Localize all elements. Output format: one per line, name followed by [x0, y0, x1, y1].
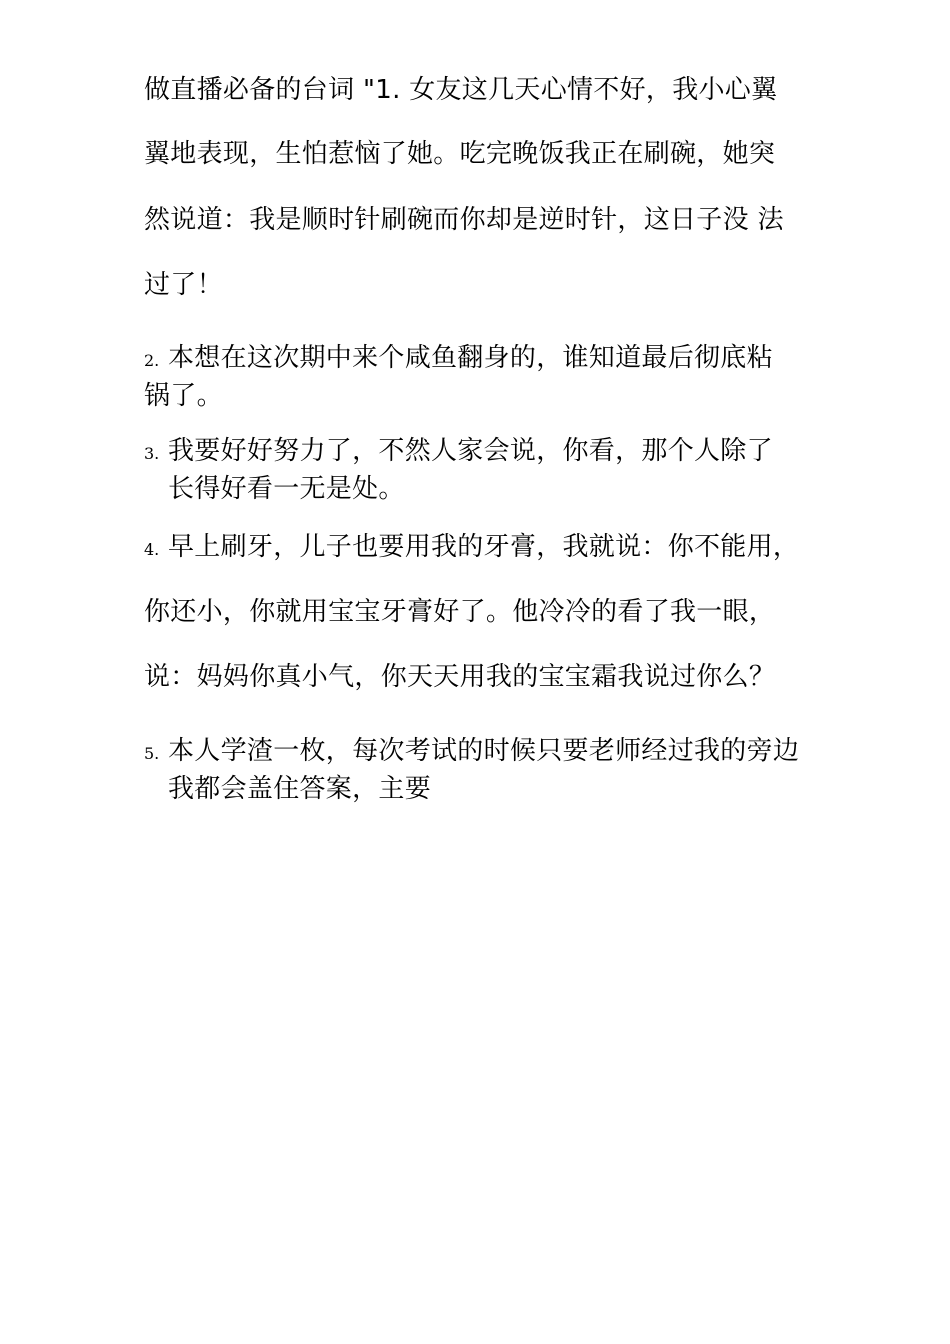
text-line: 做直播必备的台词 "1. 女友这几天心情不好，我小心翼 — [144, 75, 778, 105]
text-line: 长得好看一无是处。 — [168, 474, 405, 504]
text-line: 锅了。 — [144, 381, 223, 411]
list-number: 2. — [144, 351, 160, 370]
text-line: 说：妈妈你真小气，你天天用我的宝宝霜我说过你么？ — [144, 662, 776, 692]
text-line: 本人学渣一枚，每次考试的时候只要老师经过我的旁边 — [168, 736, 800, 766]
text-line: 过了！ — [144, 270, 223, 300]
text-line: 本想在这次期中来个咸鱼翻身的，谁知道最后彻底粘 — [168, 343, 773, 373]
text-line: 我要好好努力了，不然人家会说，你看，那个人除了 — [168, 436, 773, 466]
text-line: 然说道：我是顺时针刷碗而你却是逆时针，这日子没 法 — [144, 205, 784, 235]
list-number: 4. — [144, 540, 160, 559]
text-line: 翼地表现，生怕惹恼了她。吃完晚饭我正在刷碗，她突 — [144, 139, 776, 169]
list-number: 3. — [144, 444, 160, 463]
text-line: 你还小，你就用宝宝牙膏好了。他冷冷的看了我一眼， — [144, 597, 776, 627]
text-line: 我都会盖住答案，主要 — [168, 774, 432, 804]
text-line: 早上刷牙，儿子也要用我的牙膏，我就说：你不能用， — [168, 532, 800, 562]
list-number: 5. — [144, 744, 160, 763]
